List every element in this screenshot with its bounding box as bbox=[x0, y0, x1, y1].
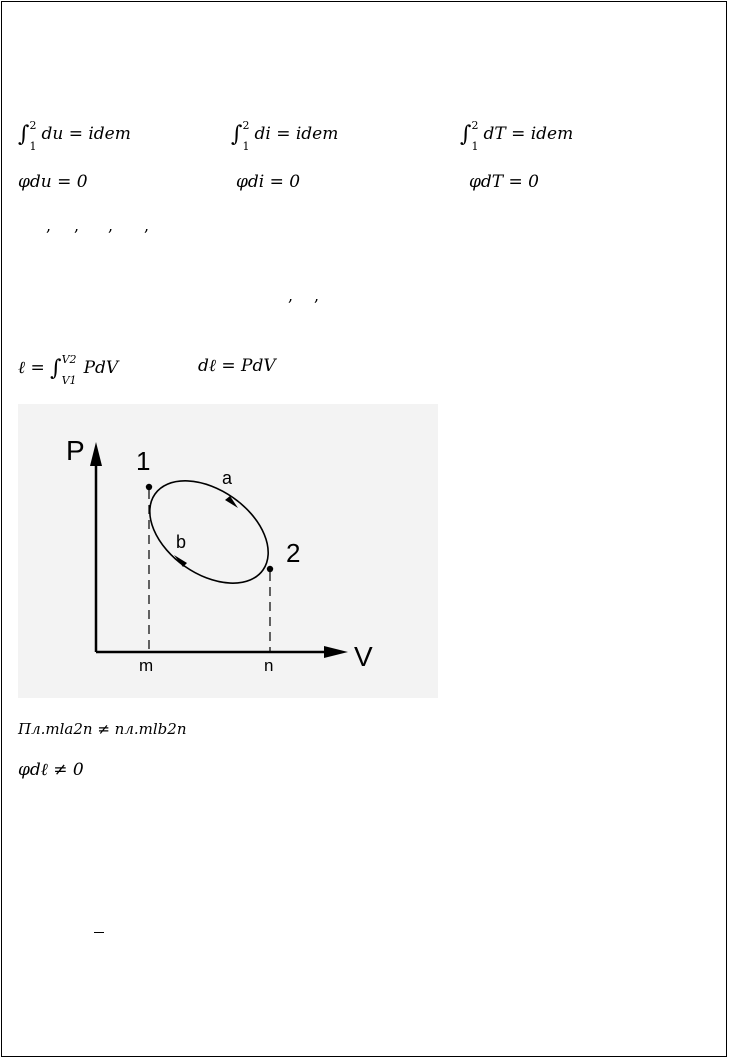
upper-limit: 2 bbox=[242, 118, 250, 132]
point-2-label: 2 bbox=[286, 538, 301, 568]
integral-sign: ∫ bbox=[18, 122, 30, 147]
area-comparison: Пл.mla2n ≠ пл.mlb2n bbox=[18, 720, 187, 738]
work-integral bbox=[18, 352, 119, 387]
cycle-curve bbox=[131, 460, 287, 605]
comma: , bbox=[314, 286, 320, 305]
integral-limits bbox=[61, 352, 84, 387]
work-differential: dℓ = PdV bbox=[198, 356, 276, 376]
comma: , bbox=[74, 216, 80, 235]
point-1-dot bbox=[146, 484, 152, 490]
pv-diagram bbox=[18, 404, 438, 698]
cycle-di: φdi = 0 bbox=[236, 172, 301, 192]
integral-sign: ∫ bbox=[50, 356, 62, 381]
dash-mark bbox=[94, 932, 104, 933]
work-lhs: ℓ = bbox=[18, 358, 51, 378]
upper-limit: 2 bbox=[29, 118, 37, 132]
upper-limit: 2 bbox=[471, 118, 479, 132]
v-axis-label: V bbox=[354, 641, 373, 672]
integral-dT bbox=[460, 118, 574, 153]
pv-diagram-svg bbox=[18, 404, 438, 698]
lower-limit: 1 bbox=[29, 139, 37, 153]
integral-sign: ∫ bbox=[231, 122, 243, 147]
work-rhs: PdV bbox=[83, 358, 119, 378]
integral-du-expr: du = idem bbox=[41, 124, 131, 144]
point-2-dot bbox=[267, 566, 273, 572]
lower-limit-v1: V1 bbox=[61, 373, 77, 387]
comma: , bbox=[288, 286, 294, 305]
cycle-dT: φdT = 0 bbox=[469, 172, 539, 192]
comma: , bbox=[108, 216, 114, 235]
path-b-label: b bbox=[176, 532, 187, 552]
integral-du bbox=[18, 118, 131, 153]
p-axis-arrow bbox=[90, 442, 102, 466]
integral-di-expr: di = idem bbox=[254, 124, 339, 144]
integral-dT-expr: dT = idem bbox=[483, 124, 574, 144]
p-axis-label: P bbox=[66, 435, 85, 466]
cycle-du: φdu = 0 bbox=[18, 172, 88, 192]
lower-limit: 1 bbox=[242, 139, 250, 153]
arrow-b bbox=[174, 555, 187, 567]
path-a-label: a bbox=[222, 468, 233, 488]
integral-limits bbox=[471, 118, 483, 153]
tick-m-label: m bbox=[139, 656, 154, 675]
integral-limits bbox=[29, 118, 41, 153]
v-axis-arrow bbox=[324, 646, 348, 658]
comma: , bbox=[46, 216, 52, 235]
comma: , bbox=[144, 216, 150, 235]
lower-limit: 1 bbox=[471, 139, 479, 153]
upper-limit-v2: V2 bbox=[61, 352, 77, 366]
point-1-label: 1 bbox=[136, 446, 151, 476]
arrow-a bbox=[225, 496, 238, 508]
integral-limits bbox=[242, 118, 254, 153]
integral-sign: ∫ bbox=[460, 122, 472, 147]
tick-n-label: n bbox=[264, 656, 274, 675]
integral-di bbox=[231, 118, 339, 153]
cycle-work: φdℓ ≠ 0 bbox=[18, 760, 84, 780]
